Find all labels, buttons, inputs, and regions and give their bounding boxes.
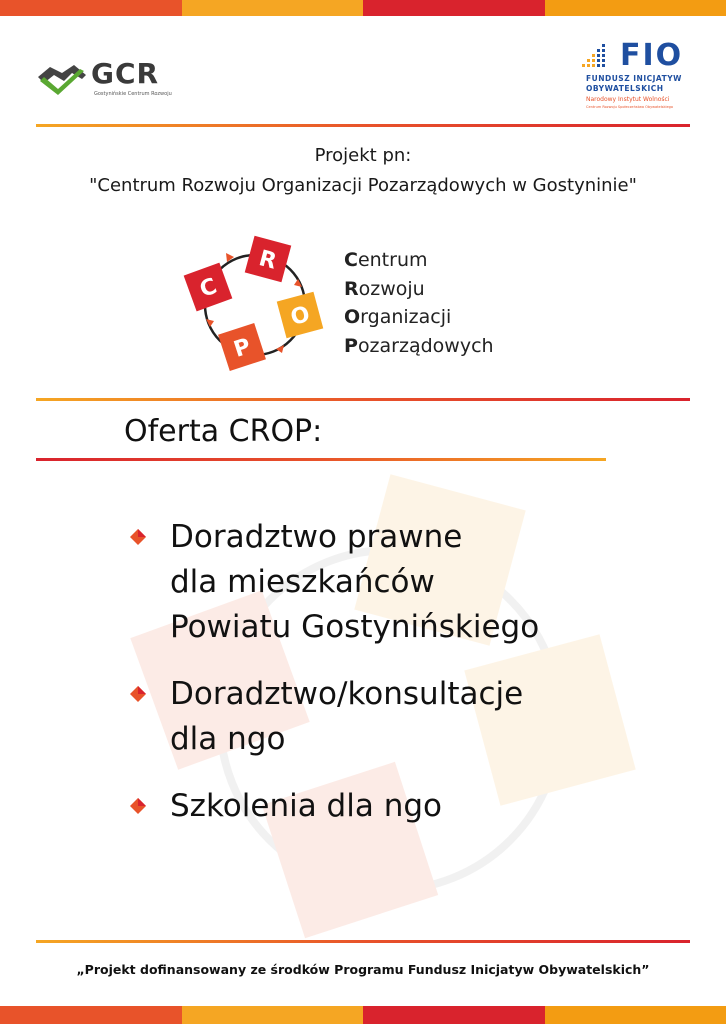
fio-line-2: OBYWATELSKICH [586,84,664,93]
dots-chart-icon [582,40,618,70]
diamond-bullet-icon [130,798,146,814]
bottom-color-bar [0,1006,726,1024]
divider-offer-bottom [36,458,606,461]
crop-tile-r [245,236,292,283]
svg-text:O: O [288,301,313,331]
offer-item: Szkolenia dla ngo [124,784,684,829]
offer-title: Oferta CROP: [124,414,323,449]
crop-word-1: Centrum [344,249,428,271]
diamond-bullet-icon [130,529,146,545]
crop-words [344,246,494,360]
fio-logo [580,38,700,118]
crop-word-3: Organizacji [344,306,452,328]
crop-tile-o [277,292,324,339]
divider-top [36,124,690,127]
svg-text:C: C [196,273,221,303]
project-intro: Projekt pn: [314,145,412,166]
crop-tile-c [184,263,233,312]
svg-text:R: R [256,246,280,275]
crop-tile-p [218,323,266,371]
fio-line-3: Narodowy Instytut Wolności [586,96,670,103]
fio-line-1: FUNDUSZ INICJATYW [586,74,682,83]
svg-text:P: P [230,334,254,363]
gcr-subtitle: Gostynińskie Centrum Rozwoju [94,91,172,97]
gcr-name: GCR [91,57,160,90]
funding-note: „Projekt dofinansowany ze środków Programu Fundusz Inicjatyw Obywatelskich” [76,962,650,977]
top-color-bar [0,0,726,16]
fio-line-4: Centrum Rozwoju Społeczeństwa Obywatelskiego [586,105,674,109]
crop-word-2: Rozwoju [344,277,425,300]
diamond-bullet-icon [130,686,146,702]
project-name: "Centrum Rozwoju Organizacji Pozarządowych w Gostyninie" [89,175,637,196]
divider-offer-top [36,398,690,401]
offer-item: Doradztwo prawne dla mieszkańców Powiatu Gostynińskiego [124,515,684,650]
divider-bottom [36,940,690,943]
offer-item: Doradztwo/konsultacje dla ngo [124,672,684,762]
offer-list [124,515,684,851]
crop-word-4: Pozarządowych [344,334,494,357]
fio-name: FIO [620,38,684,73]
gcr-logo [36,55,196,105]
crop-logo-graphic [180,235,330,375]
handshake-icon [36,55,88,99]
